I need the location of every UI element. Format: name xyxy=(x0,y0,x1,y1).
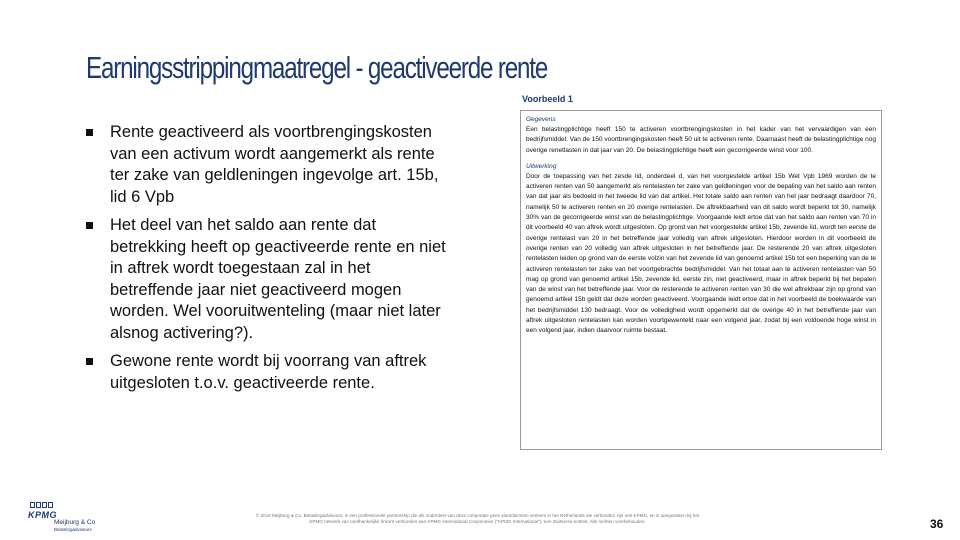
bullet-item xyxy=(86,351,446,394)
bullet-item xyxy=(86,215,446,344)
logo-name: Meijburg & Co xyxy=(54,519,96,526)
bullet-text: Gewone rente wordt bij voorrang van aftrek uitgesloten t.o.v. geactiveerde rente. xyxy=(110,352,427,392)
bullet-text: Het deel van het saldo aan rente dat betrekking heeft op geactiveerde rente en niet in aftrek wordt toegestaan zal in het betreffende jaar niet geactiveerd mogen worden. Wel vooruitwenteling (maar niet later alsnog activering?). xyxy=(110,216,446,342)
slide-title: Earningsstrippingmaatregel - geactiveerde rente xyxy=(86,50,548,85)
bullet-square-icon xyxy=(86,358,93,365)
example-label: Voorbeeld 1 xyxy=(522,94,573,104)
work-text: Door de toepassing van het zesde lid, onderdeel d, van het voorgestelde artikel 15b Wet Vpb 1969 worden de te activeren renten van 50 aangemerkt als rentelasten ter zake van geldleningen voor de bepaling van het saldo aan renten van dat jaar als bedoeld in het tweede lid van dat artikel. Het totale saldo aan renten van het jaar bedraagt daardoor 70, namelijk 50 te activeren renten en 20 overige rentelasten. De aftrekbaarheid van dit saldo wordt beperkt tot 30, namelijk 30% van de gecorrigeerde winst van de belastingplichtige. Voorgaande leidt ertoe dat van het saldo aan renten van 70 in dit voorbeeld 40 van aftrek wordt uitgesloten. Op grond van het voorgestelde artikel 15b, zevende lid, wordt ten eerste de overige rentelast van 20 in het betreffende jaar volledig van aftrek uitgesloten. Hierdoor worden in dit voorbeeld de overige renten van 20 volledig van aftrek uitgesloten in het betreffende jaar. De resterende 20 van aftrek uitgesloten rentelasten leiden op grond van de eerste volzin van het zevende lid van genoemd artikel 15b tot een beperking van de te activeren rentelasten ter zake van het voortgebrachte bedrijfsmiddel. Van het totaal aan te activeren rentelasten van 50 mag op grond van genoemd artikel 15b, zevende lid, eerste zin, niet geactiveerd, maar in aftrek beperkt bij het bepalen van de winst van het betreffende jaar. Voor de resterende te activeren renten van 30 die wel aftrekbaar zijn op grond van genoemd artikel 15b geldt dat deze worden geactiveerd. Voorgaande leidt ertoe dat in het voorbeeld de boekwaarde van het bedrijfsmiddel 130 bedraagt. Voor de volledigheid wordt opgemerkt dat de overige 40 in het betreffende jaar van aftrek uitgesloten rentelasten kan worden voortgewenteld naar een volgend jaar, zodat bij een voldoende hoge winst in een volgend jaar, indien daarvoor ruimte bestaat. xyxy=(526,172,876,335)
page-number: 36 xyxy=(930,517,944,531)
work-heading: Uitwerking xyxy=(526,162,557,170)
company-logo xyxy=(28,508,108,536)
footer-legal: © 2018 Meijburg & Co, Belastingadviseurs, is een professionele partnership die als onderdeel van deze coöperatie geen klantdiensten verleent in het Netherlands die verbonden zijn met KPMG, en is aangesloten bij het KPMG netwerk van onafhankelijke firma's verbonden aan KPMG International Cooperative ("KPMG International"), een Zwitserse entiteit. Alle rechten voorbehouden. xyxy=(255,513,700,524)
bullet-list xyxy=(86,122,446,401)
logo-blocks-icon xyxy=(30,502,53,508)
bullet-item xyxy=(86,122,446,208)
given-heading: Gegevens xyxy=(526,116,556,123)
bullet-text: Rente geactiveerd als voortbrengingskosten van een activum wordt aangemerkt als rente ter zake van geldleningen ingevolge art. 15b, lid 6 Vpb xyxy=(110,123,439,206)
bullet-square-icon xyxy=(86,222,93,229)
logo-subtitle: Belastingadviseurs xyxy=(54,527,92,532)
example-box xyxy=(520,110,882,450)
given-text: Een belastingplichtige heeft 150 te activeren voortbrengingskosten in het kader van het vervaardigen van een bedrijfsmiddel. Van de 150 voortbrengingskosten heeft 50 uit te activeren rente. Daarnaast heeft de belastingplichtige nog overige renetlasten in dat jaar van 20. De belastingplichtige heeft een gecorrigeerde winst voor 100. xyxy=(526,126,876,154)
logo-mark: KPMG xyxy=(28,510,57,520)
bullet-square-icon xyxy=(86,129,93,136)
